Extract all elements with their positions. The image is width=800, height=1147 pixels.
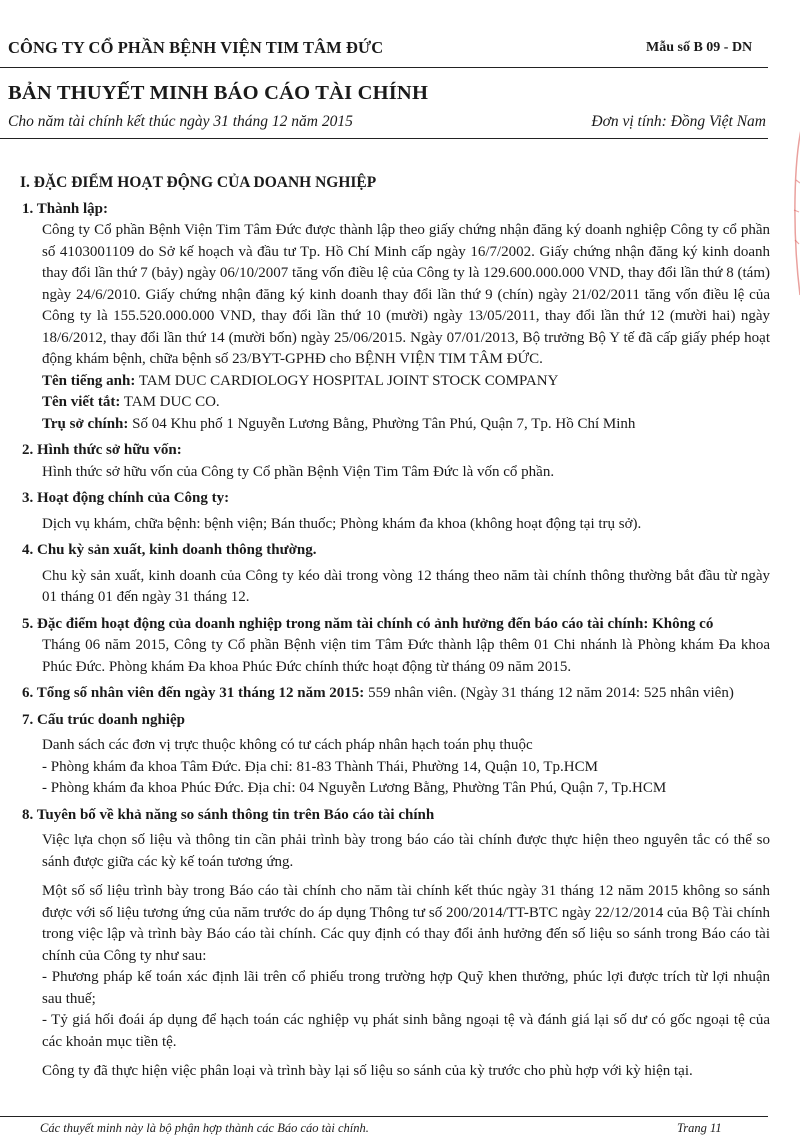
comparability-paragraph: Một số số liệu trình bày trong Báo cáo tài chính cho năm tài chính kết thúc ngày 31 tháng 12 năm 2015 không so sánh được với số liệu tương ứng của năm trước do áp dụng Thông tư số 200/2014/TT-BTC ngày 22/12/2014 của Bộ Tài chính trong việc lập và trình bày Báo cáo tài chính. Các quy định có thay đổi ảnh hưởng đến số liệu so sánh trong Báo cáo tài chính của Công ty như sau:	[42, 883, 770, 964]
item-title: 8. Tuyên bố về khả năng so sánh thông tin trên Báo cáo tài chính	[22, 806, 435, 823]
footer-note: Các thuyết minh này là bộ phận hợp thành các Báo cáo tài chính.	[40, 1121, 369, 1135]
english-name-label: Tên tiếng anh:	[42, 372, 136, 389]
head-office-label: Trụ sở chính:	[42, 415, 129, 432]
item-ownership	[20, 440, 770, 483]
item-establishment	[20, 199, 770, 436]
comparability-paragraph: Công ty đã thực hiện việc phân loại và trình bày lại số liệu so sánh của kỳ trước cho phù hợp với kỳ hiện tại.	[42, 1063, 693, 1079]
item-main-activities	[20, 488, 770, 535]
currency-unit: Đơn vị tính: Đồng Việt Nam	[591, 113, 766, 130]
abbr-name-line	[42, 392, 770, 414]
employee-count: 559 nhân viên. (Ngày 31 tháng 12 năm 2014: 525 nhân viên)	[368, 685, 734, 701]
item-title: 2. Hình thức sở hữu vốn:	[22, 442, 182, 458]
item-body: Tháng 06 năm 2015, Công ty Cổ phần Bệnh viện tim Tâm Đức thành lập thêm 01 Chi nhánh là Phòng khám Đa khoa Phúc Đức. Phòng khám Đa khoa Phúc Đức chính thức hoạt động từ tháng 09 năm 2015.	[42, 637, 770, 675]
item-body	[42, 220, 770, 435]
item-body: Dịch vụ khám, chữa bệnh: bệnh viện; Bán thuốc; Phòng khám đa khoa (không hoạt động tại trụ sở).	[42, 515, 642, 532]
item-title: 7. Cấu trúc doanh nghiệp	[22, 711, 185, 728]
english-name-value: TAM DUC CARDIOLOGY HOSPITAL JOINT STOCK COMPANY	[138, 372, 559, 389]
document-body	[20, 172, 770, 1083]
footer-divider	[0, 1116, 768, 1117]
abbr-name-value: TAM DUC CO.	[123, 394, 220, 410]
stamp-fragment	[784, 120, 800, 300]
item-title: 1. Thành lập:	[22, 200, 109, 217]
item-title: 6. Tổng số nhân viên đến ngày 31 tháng 12 năm 2015:	[22, 685, 365, 701]
branch-list-item: - Phòng khám đa khoa Phúc Đức. Địa chỉ: 04 Nguyễn Lương Bằng, Phường Tân Phú, Quận 7, Tp.HCM	[42, 780, 667, 796]
item-title: 4. Chu kỳ sản xuất, kinh doanh thông thường.	[22, 542, 317, 558]
item-title: 3. Hoạt động chính của Công ty:	[22, 490, 230, 506]
item-business-cycle	[20, 540, 770, 609]
company-name: CÔNG TY CỔ PHẦN BỆNH VIỆN TIM TÂM ĐỨC	[8, 38, 384, 57]
item-body: Chu kỳ sản xuất, kinh doanh của Công ty kéo dài trong vòng 12 tháng theo năm tài chính thông thường bắt đầu từ ngày 01 tháng 01 đến ngày 31 tháng 12.	[42, 567, 770, 605]
section-title: I. ĐẶC ĐIỂM HOẠT ĐỘNG CỦA DOANH NGHIỆP	[20, 174, 377, 191]
item-body: Hình thức sở hữu vốn của Công ty Cổ phần Bệnh Viện Tim Tâm Đức là vốn cổ phần.	[42, 463, 555, 480]
english-name-line	[42, 371, 770, 393]
head-office-line	[42, 414, 770, 436]
item-operating-features	[20, 614, 770, 679]
branch-list-item: - Phòng khám đa khoa Tâm Đức. Địa chỉ: 81-83 Thành Thái, Phường 14, Quận 10, Tp.HCM	[42, 758, 598, 775]
document-title: BẢN THUYẾT MINH BÁO CÁO TÀI CHÍNH	[8, 82, 429, 104]
structure-intro: Danh sách các đơn vị trực thuộc không có tư cách pháp nhân hạch toán phụ thuộc	[42, 737, 533, 753]
item-body	[42, 735, 770, 800]
item-structure	[20, 710, 770, 800]
establishment-text: Công ty Cổ phần Bệnh Viện Tim Tâm Đức được thành lập theo giấy chứng nhận đăng ký doanh nghiệp Công ty cổ phần số 4103001109 do Sở kế hoạch và đầu tư Tp. Hồ Chí Minh cấp ngày 16/7/2002. Giấy chứng nhận đăng ký kinh doanh thay đổi lần thứ 7 (bảy) ngày 06/10/2007 tăng vốn điều lệ của Công ty là 129.600.000.000 VND, thay đổi lần thứ 8 (tám) ngày 24/6/2010. Giấy chứng nhận đăng ký kinh doanh thay đổi lần thứ 9 (chín) ngày 21/02/2011 tăng vốn điều lệ của Công ty là 155.520.000.000 VND, thay đổi lần thứ 10 (mười) ngày 13/05/2011, thay đổi lần thứ 12 (mười hai) ngày 18/6/2012, thay đổi lần thứ 14 (mười bốn) ngày 25/06/2015. Ngày 07/01/2013, Bộ trưởng Bộ Y tế đã cấp giấy phép hoạt động khám bệnh, chữa bệnh số 23/BYT-GPHĐ cho BỆNH VIỆN TIM TÂM ĐỨC.	[42, 222, 770, 367]
form-code: Mẫu số B 09 - DN	[646, 40, 753, 55]
head-office-value: Số 04 Khu phố 1 Nguyễn Lương Bằng, Phường Tân Phú, Quận 7, Tp. Hồ Chí Minh	[132, 415, 636, 432]
item-comparability	[20, 805, 770, 1083]
page-number: Trang 11	[677, 1121, 722, 1135]
abbr-name-label: Tên viết tắt:	[42, 394, 121, 410]
comparability-paragraph: Việc lựa chọn số liệu và thông tin cần phải trình bày trong báo cáo tài chính được thực hiện theo nguyên tắc có thể so sánh được giữa các kỳ kế toán tương ứng.	[42, 832, 770, 870]
item-body	[42, 830, 770, 1083]
comparability-bullet: - Tỷ giá hối đoái áp dụng để hạch toán các nghiệp vụ phát sinh bằng ngoại tệ và đánh giá lại số dư có gốc ngoại tệ của các khoản mục tiền tệ.	[42, 1012, 770, 1050]
item-title: 5. Đặc điểm hoạt động của doanh nghiệp trong năm tài chính có ảnh hưởng đến báo cáo tài chính: Không có	[22, 615, 714, 632]
comparability-bullet: - Phương pháp kế toán xác định lãi trên cổ phiếu trong trường hợp Quỹ khen thưởng, phúc lợi được trích từ lợi nhuận sau thuế;	[42, 969, 770, 1007]
title-divider	[0, 138, 768, 139]
reporting-period: Cho năm tài chính kết thúc ngày 31 tháng 12 năm 2015	[8, 113, 353, 130]
header-divider	[0, 67, 768, 68]
item-employees	[20, 683, 770, 705]
